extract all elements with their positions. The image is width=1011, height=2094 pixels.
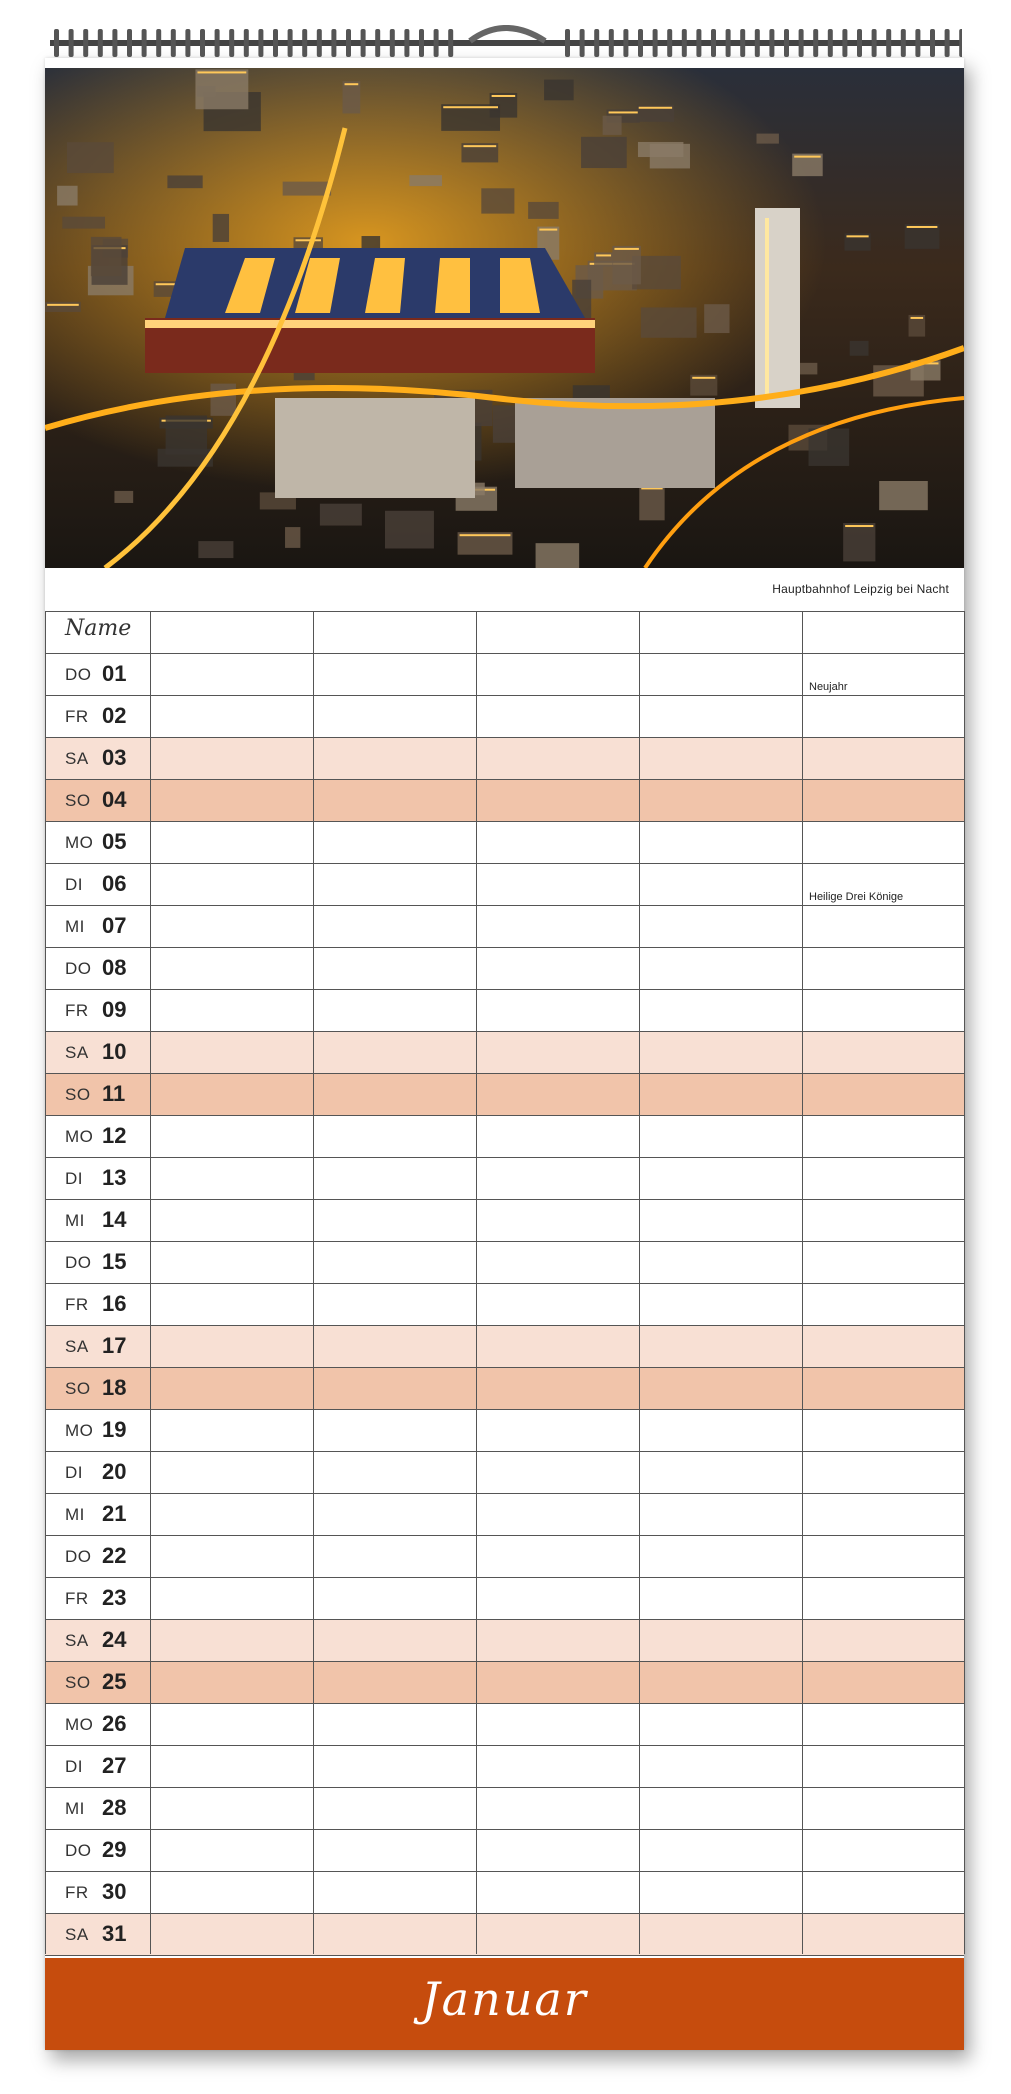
- weekday-label: SO: [65, 1379, 91, 1398]
- day-number: 06: [102, 871, 127, 896]
- day-number: 05: [102, 829, 127, 854]
- day-number: 15: [102, 1249, 127, 1274]
- weekday-label: DO: [65, 1253, 92, 1272]
- column-divider: [45, 611, 46, 1954]
- day-row: [45, 1284, 964, 1326]
- weekday-label: DI: [65, 1757, 83, 1776]
- day-row: [45, 1494, 964, 1536]
- weekday-label: DO: [65, 665, 92, 684]
- day-number: 27: [102, 1753, 127, 1778]
- day-row: [45, 1158, 964, 1200]
- day-row: [45, 1410, 964, 1452]
- day-row: [45, 1032, 964, 1074]
- day-number: 03: [102, 745, 127, 770]
- day-number: 21: [102, 1501, 127, 1526]
- column-divider: [964, 611, 965, 1954]
- day-number: 10: [102, 1039, 127, 1064]
- day-number: 18: [102, 1375, 127, 1400]
- photo-caption: Hauptbahnhof Leipzig bei Nacht: [772, 582, 949, 596]
- day-row: [45, 990, 964, 1032]
- day-row: [45, 1116, 964, 1158]
- day-row: [45, 864, 964, 906]
- day-row: [45, 738, 964, 780]
- day-number: 28: [102, 1795, 127, 1820]
- weekday-label: MO: [65, 1127, 94, 1146]
- day-row: [45, 1536, 964, 1578]
- day-number: 23: [102, 1585, 127, 1610]
- day-number: 07: [102, 913, 127, 938]
- weekday-label: MO: [65, 1421, 94, 1440]
- weekday-label: DO: [65, 1547, 92, 1566]
- column-divider: [150, 611, 151, 1954]
- day-row: [45, 1368, 964, 1410]
- column-divider: [802, 611, 803, 1954]
- weekday-label: MO: [65, 1715, 94, 1734]
- weekday-label: DI: [65, 1463, 83, 1482]
- day-row: [45, 1326, 964, 1368]
- day-number: 20: [102, 1459, 127, 1484]
- day-row: [45, 948, 964, 990]
- weekday-label: FR: [65, 1295, 89, 1314]
- day-row: [45, 1452, 964, 1494]
- weekday-label: MI: [65, 1505, 85, 1524]
- day-number: 11: [102, 1081, 126, 1106]
- day-number: 29: [102, 1837, 127, 1862]
- month-title: Januar: [421, 1972, 588, 2026]
- holiday-label: Neujahr: [809, 681, 848, 693]
- day-number: 02: [102, 703, 127, 728]
- weekday-label: MI: [65, 1211, 85, 1230]
- weekday-label: SO: [65, 1085, 91, 1104]
- day-number: 12: [102, 1123, 127, 1148]
- day-row: [45, 1914, 964, 1956]
- day-row: [45, 822, 964, 864]
- calendar-grid: [45, 611, 964, 1956]
- day-number: 17: [102, 1333, 127, 1358]
- day-row: [45, 1200, 964, 1242]
- day-number: 24: [102, 1627, 127, 1652]
- weekday-label: SO: [65, 791, 91, 810]
- day-number: 31: [102, 1921, 127, 1946]
- weekday-label: MO: [65, 833, 94, 852]
- weekday-label: SA: [65, 749, 89, 768]
- day-number: 14: [102, 1207, 127, 1232]
- day-number: 19: [102, 1417, 127, 1442]
- day-row: [45, 1830, 964, 1872]
- weekday-label: SA: [65, 1043, 89, 1062]
- weekday-label: FR: [65, 1001, 89, 1020]
- city-night-photo: [45, 68, 964, 568]
- column-divider: [313, 611, 314, 1954]
- weekday-label: MI: [65, 1799, 85, 1818]
- weekday-label: SA: [65, 1925, 89, 1944]
- day-number: 30: [102, 1879, 127, 1904]
- grid-header: [45, 611, 964, 654]
- weekday-label: DI: [65, 1169, 83, 1188]
- day-number: 26: [102, 1711, 127, 1736]
- weekday-label: SO: [65, 1673, 91, 1692]
- weekday-label: SA: [65, 1337, 89, 1356]
- month-footer: [45, 1958, 964, 2050]
- holiday-label: Heilige Drei Könige: [809, 891, 904, 903]
- weekday-label: FR: [65, 1883, 89, 1902]
- column-divider: [476, 611, 477, 1954]
- name-column-label: Name: [65, 616, 132, 641]
- day-number: 25: [102, 1669, 127, 1694]
- day-row: [45, 780, 964, 822]
- column-divider: [639, 611, 640, 1954]
- weekday-label: DI: [65, 875, 83, 894]
- weekday-label: DO: [65, 1841, 92, 1860]
- day-row: [45, 1872, 964, 1914]
- weekday-label: MI: [65, 917, 85, 936]
- day-number: 09: [102, 997, 127, 1022]
- day-number: 16: [102, 1291, 127, 1316]
- day-number: 13: [102, 1165, 127, 1190]
- day-number: 22: [102, 1543, 127, 1568]
- day-row: [45, 906, 964, 948]
- day-row: [45, 1620, 964, 1662]
- day-row: [45, 1074, 964, 1116]
- weekday-label: SA: [65, 1631, 89, 1650]
- weekday-label: FR: [65, 1589, 89, 1608]
- day-row: [45, 1662, 964, 1704]
- spiral-binding: [50, 25, 962, 65]
- day-row: [45, 1746, 964, 1788]
- day-number: 01: [102, 661, 127, 686]
- day-row: [45, 1704, 964, 1746]
- day-number: 04: [102, 787, 127, 812]
- day-row: [45, 1578, 964, 1620]
- day-row: [45, 696, 964, 738]
- weekday-label: DO: [65, 959, 92, 978]
- day-row: [45, 1788, 964, 1830]
- weekday-label: FR: [65, 707, 89, 726]
- day-number: 08: [102, 955, 127, 980]
- day-row: [45, 654, 964, 696]
- day-row: [45, 1242, 964, 1284]
